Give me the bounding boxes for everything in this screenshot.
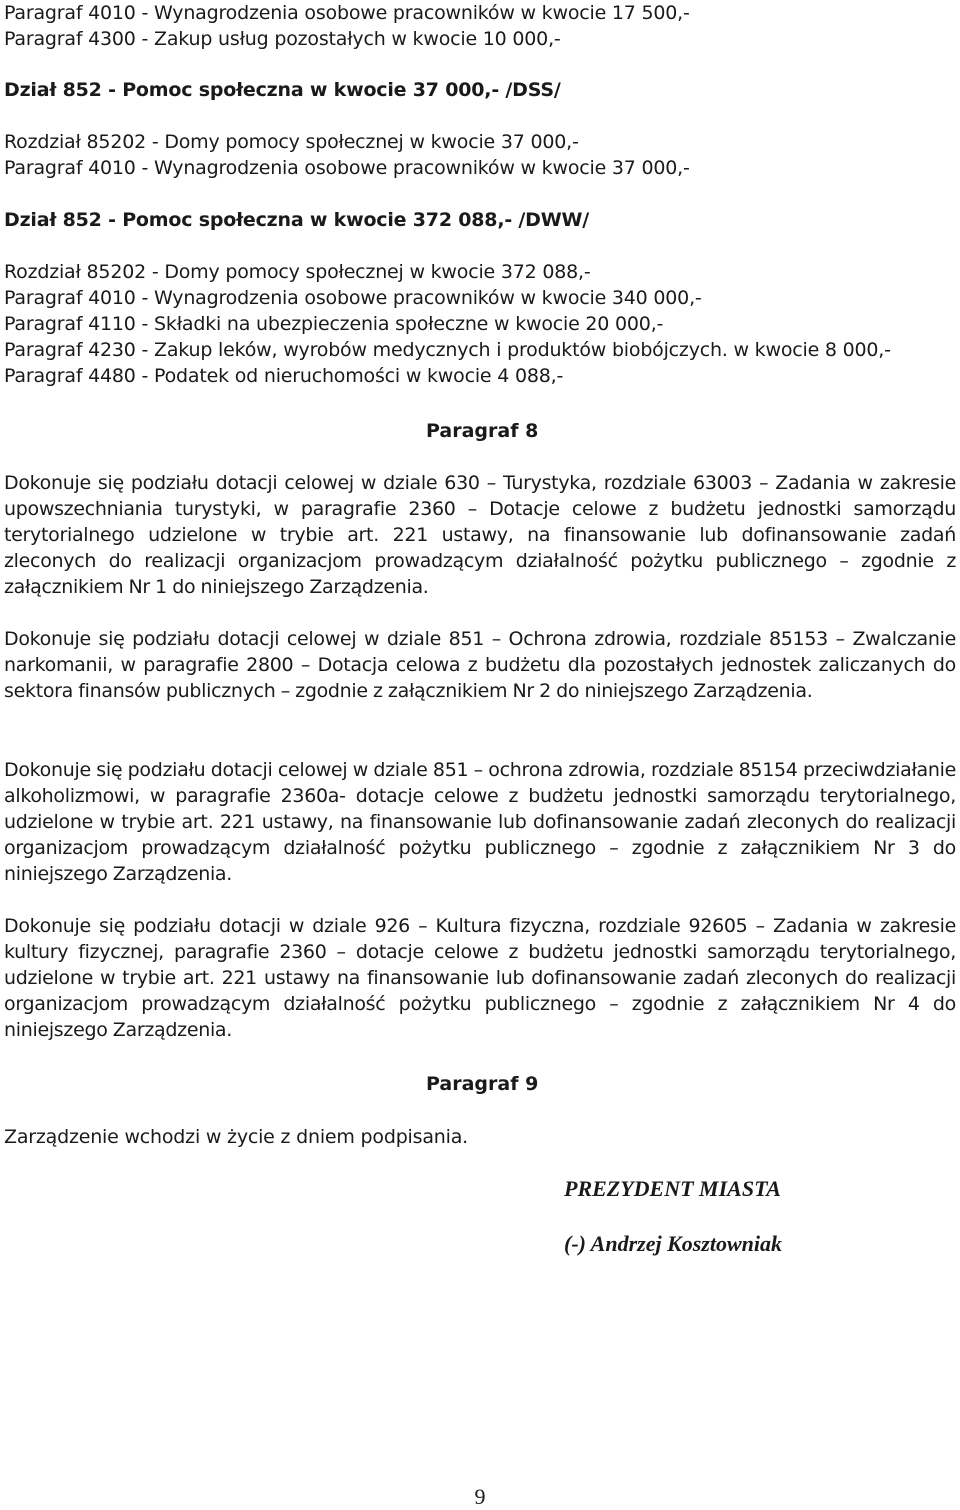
line-rozdzial-85202-dww: Rozdział 85202 - Domy pomocy społecznej w kwocie 372 088,- [4, 261, 591, 283]
paragraf-9-text: Zarządzenie wchodzi w życie z dniem podpisania. [4, 1126, 468, 1148]
line-paragraf-4300: Paragraf 4300 - Zakup usług pozostałych w kwocie 10 000,- [4, 28, 561, 50]
page-number: 9 [474, 1484, 486, 1509]
signature-name: (-) Andrzej Kosztowniak [564, 1231, 783, 1256]
paragraf-8-text-3: Dokonuje się podziału dotacji celowej w dziale 851 – ochrona zdrowia, rozdziale 85154 przeciwdziałanie alkoholizmowi, w paragrafie 2360a- dotacje celowe z budżetu jednostki samorządu terytorialnego, udzielone w trybie art. 221 ustawy, na finansowanie lub dofinansowanie zadań zleconych do realizacji organizacjom prowadzącym działalność pożytku publicznego – zgodnie z załącznikiem Nr 3 do niniejszego Zarządzenia. [4, 759, 956, 885]
paragraf-8-text-2: Dokonuje się podziału dotacji celowej w dziale 851 – Ochrona zdrowia, rozdziale 85153 – Zwalczanie narkomanii, w paragrafie 2800 – Dotacja celowa z budżetu dla pozostałych jednostek zaliczanych do sektora finansów publicznych – zgodnie z załącznikiem Nr 2 do niniejszego Zarządzenia. [4, 628, 956, 702]
paragraf-8-text-1: Dokonuje się podziału dotacji celowej w dziale 630 – Turystyka, rozdziale 63003 – Zadania w zakresie upowszechniania turystyki, w paragrafie 2360 – Dotacje celowe z budżetu jednostki samorządu terytorialnego udzielone w trybie art. 221 ustawy, na finansowanie lub dofinansowanie zadań zleconych do realizacji organizacjom prowadzącym działalność pożytku publicznego – zgodnie z załącznikiem Nr 1 do niniejszego Zarządzenia. [4, 472, 956, 598]
line-paragraf-4110: Paragraf 4110 - Składki na ubezpieczenia społeczne w kwocie 20 000,- [4, 313, 664, 335]
line-paragraf-4230: Paragraf 4230 - Zakup leków, wyrobów medycznych i produktów biobójczych. w kwocie 8 000,- [4, 339, 891, 361]
paragraf-8-heading: Paragraf 8 [426, 420, 539, 442]
line-paragraf-4010-dww: Paragraf 4010 - Wynagrodzenia osobowe pracowników w kwocie 340 000,- [4, 287, 702, 309]
paragraf-9-heading: Paragraf 9 [426, 1073, 539, 1095]
line-paragraf-4010-dss: Paragraf 4010 - Wynagrodzenia osobowe pracowników w kwocie 37 000,- [4, 157, 690, 179]
line-paragraf-4010: Paragraf 4010 - Wynagrodzenia osobowe pracowników w kwocie 17 500,- [4, 2, 690, 24]
section-heading-dss: Dział 852 - Pomoc społeczna w kwocie 37 000,- /DSS/ [4, 79, 561, 101]
paragraf-8-text-4: Dokonuje się podziału dotacji w dziale 926 – Kultura fizyczna, rozdziale 92605 – Zadania w zakresie kultury fizycznej, paragrafie 2360 – dotacje celowe z budżetu jednostki samorządu terytorialnego, udzielone w trybie art. 221 ustawy na finansowanie lub dofinansowanie zadań zleconych do realizacji organizacjom prowadzącym działalność pożytku publicznego – zgodnie z załącznikiem Nr 4 do niniejszego Zarządzenia. [4, 915, 956, 1041]
signature-title: PREZYDENT MIASTA [564, 1176, 781, 1201]
line-paragraf-4480: Paragraf 4480 - Podatek od nieruchomości w kwocie 4 088,- [4, 365, 564, 387]
section-heading-dww: Dział 852 - Pomoc społeczna w kwocie 372 088,- /DWW/ [4, 209, 590, 231]
line-rozdzial-85202-dss: Rozdział 85202 - Domy pomocy społecznej w kwocie 37 000,- [4, 131, 579, 153]
